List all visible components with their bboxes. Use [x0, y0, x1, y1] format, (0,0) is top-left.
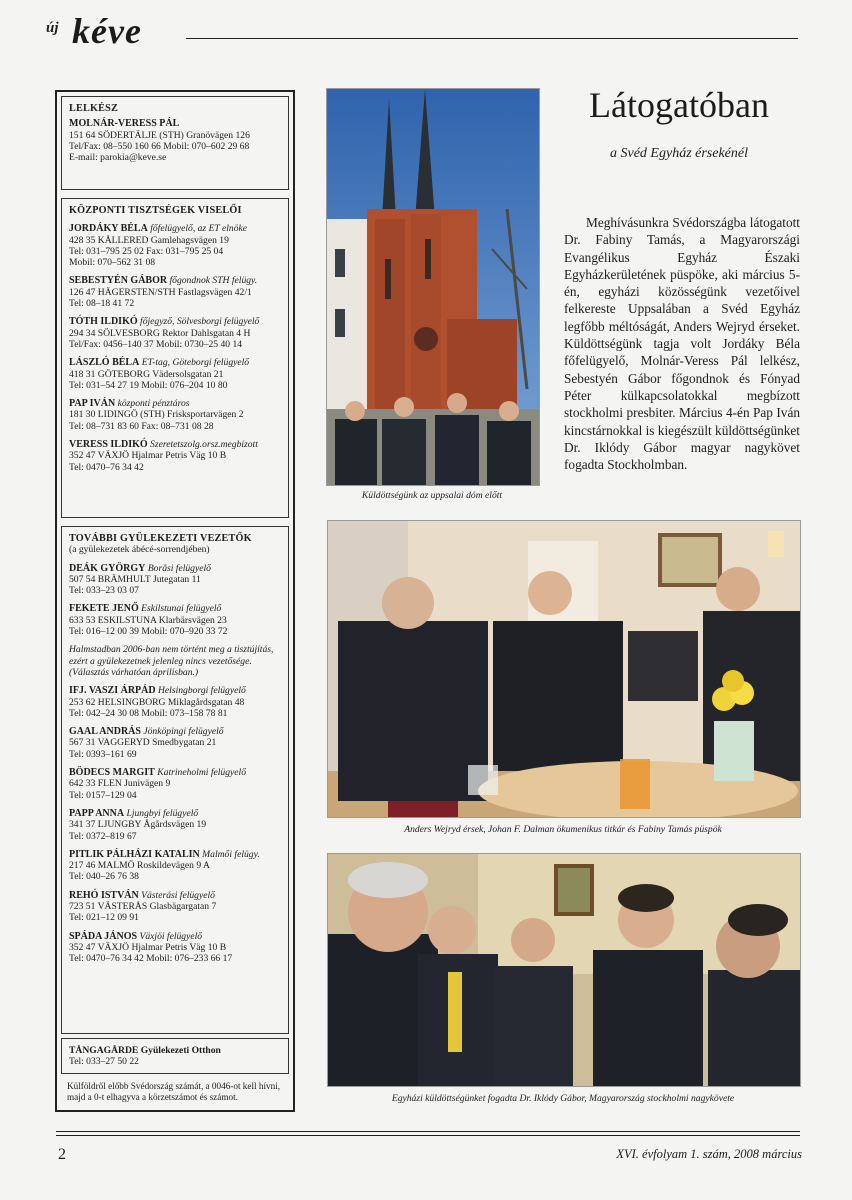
entry-address-line: Tel: 021–12 09 91 — [69, 912, 139, 924]
entry-role: Helsingborgi felügyelő — [158, 685, 246, 697]
photo-caption: Egyházi küldöttségünket fogadta Dr. Iklódy Gábor, Magyarország stockholmi nagykövete — [391, 1093, 735, 1104]
entry-address-line: Tel: 042–24 30 08 Mobil: 073–158 78 81 — [69, 707, 228, 719]
entry-role: Malmői felügy. — [202, 848, 260, 860]
entry-address-line: Mobil: 070–562 31 08 — [69, 257, 156, 269]
directory-entry — [69, 357, 282, 391]
entry-address-line: 723 51 VÄSTERÅS Glasbägargatan 7 — [69, 901, 217, 913]
dialing-footnote: Külföldről előbb Svédország számát, a 0046-ot kell hívni, majd a 0-t elhagyva a körzetszámot és számot. — [67, 1081, 281, 1103]
entry-name: JORDÁKY BÉLA — [69, 223, 148, 235]
entry-address-line: Tel: 0470–76 34 42 — [69, 461, 144, 473]
pastor-box — [61, 96, 289, 190]
entry-name: REHÓ ISTVÁN — [69, 889, 139, 901]
directory-entry — [69, 685, 282, 719]
footer-rule — [56, 1131, 800, 1132]
entry-address-line: 507 54 BRÄMHULT Jutegatan 11 — [69, 573, 201, 585]
entry-role: Växjöi felügyelő — [139, 930, 203, 942]
pastor-email: E-mail: parokia@keve.se — [69, 152, 167, 164]
entry-name: LÁSZLÓ BÉLA — [69, 357, 140, 369]
reception-photo — [327, 853, 801, 1087]
entry-name: SPÁDA JÁNOS — [69, 930, 138, 942]
masthead-title: kéve — [72, 11, 142, 51]
entry-role: Eskilstunai felügyelő — [141, 603, 222, 615]
entry-role: ET-tag, Göteborgi felügyelő — [141, 357, 250, 369]
entry-address-line: Tel: 040–26 76 38 — [69, 871, 139, 883]
directory-entry — [69, 439, 282, 473]
article-body: Meghívásunkra Svédországba látogatott Dr. Fabiny Tamás, a Magyarországi Evangélikus Egyház Északi Egyházkerületének püspöke, aki március 5-én, egyházi közösségünk vezetőivel felkereste Uppsalában a Svéd Egyház legfőbb méltóságát, Anders Wejryd érseket. Küldöttségünk tagja volt Jordáky Béla főfelügyelő, Molnár-Veress Pál lelkész, Sebestyén Gábor főgondnok és Fónyad Péter külkapcsolatokkal megbízott stockholmi presbiter. Március 4-én Pap Iván kincstárnokkal is kiegészült küldöttségünket Dr. Iklódy Gábor magyar nagykövet fogadta Stockholmban. — [564, 215, 800, 473]
directory-entry — [69, 316, 282, 350]
page-number: 2 — [58, 1146, 66, 1163]
pastor-line: Tel/Fax: 08–550 160 66 Mobil: 070–602 29 68 — [69, 140, 250, 152]
leaders-list — [69, 563, 282, 965]
directory-entry — [69, 890, 282, 924]
directory-entry — [69, 767, 282, 801]
entry-address-line: Tel: 08–731 83 60 Fax: 08–731 08 28 — [69, 420, 214, 432]
entry-role: Szeretetszolg.orsz.megbízott — [150, 439, 258, 451]
entry-address-line: 181 30 LIDINGÖ (STH) Frisksportarvägen 2 — [69, 409, 244, 421]
pastor-name: MOLNÁR-VERESS PÁL — [69, 118, 180, 130]
directory-entry — [69, 563, 282, 597]
entry-name: SEBESTYÉN GÁBOR — [69, 275, 168, 287]
entry-address-line: Tel: 0470–76 34 42 Mobil: 076–233 66 17 — [69, 953, 233, 965]
entry-name: GAAL ANDRÁS — [69, 726, 141, 738]
entry-address-line: Tel/Fax: 0456–140 37 Mobil: 0730–25 40 14 — [69, 338, 243, 350]
directory-sidebar — [55, 90, 295, 1112]
home-name: TÅNGAGÅRDE Gyülekezeti Otthon — [69, 1045, 221, 1056]
entry-name: PAP IVÁN — [69, 398, 116, 410]
entry-address-line: 428 35 KÅLLERED Gamlehagsvägen 19 — [69, 234, 229, 246]
footer-rule — [56, 1135, 800, 1136]
directory-entry — [69, 644, 282, 678]
entry-role: főgondnok STH felügy. — [169, 275, 258, 287]
entry-address-line: Tel: 033–23 03 07 — [69, 585, 139, 597]
entry-address-line: 126 47 HÄGERSTEN/STH Fastlagsvägen 42/1 — [69, 286, 252, 298]
entry-address-line: 567 31 VAGGERYD Smedbygatan 21 — [69, 737, 217, 749]
entry-role: Västerási felügyelő — [141, 889, 215, 901]
entry-address-line: 253 62 HELSINGBORG Miklagårdsgatan 48 — [69, 696, 245, 708]
directory-entry — [69, 275, 282, 309]
entry-address-line: 418 31 GÖTEBORG Vädersolsgatan 21 — [69, 368, 224, 380]
entry-address-line: Tel: 08–18 41 72 — [69, 298, 135, 310]
leaders-box — [61, 526, 289, 1034]
entry-note: Halmstadban 2006-ban nem történt meg a tisztújítás, ezért a gyülekezetnek jelenleg nincs vezetősége. (Választás várhatóan áprilisban.) — [69, 644, 274, 678]
directory-entry — [69, 726, 282, 760]
meeting-image — [328, 521, 800, 817]
issue-info: XVI. évfolyam 1. szám, 2008 március — [616, 1147, 802, 1161]
article-subtitle: a Svéd Egyház érsekénél — [610, 146, 748, 161]
entry-address-line: Tel: 0372–819 67 — [69, 830, 137, 842]
entry-address-line: Tel: 0157–129 04 — [69, 789, 137, 801]
entry-role: Jönköpingi felügyelő — [143, 726, 224, 738]
officers-list — [69, 223, 282, 473]
entry-name: IFJ. VASZI ÁRPÁD — [69, 685, 156, 697]
cathedral-photo — [326, 88, 540, 486]
entry-role: Boråsi felügyelő — [147, 562, 211, 574]
entry-address-line: 352 47 VÄXJÖ Hjalmar Petris Väg 10 B — [69, 941, 227, 953]
leaders-title: TOVÁBBI GYÜLEKEZETI VEZETŐK — [69, 533, 252, 544]
meeting-photo — [327, 520, 801, 818]
entry-address-line: 217 46 MALMÖ Roskildevägen 9 A — [69, 860, 210, 872]
directory-entry — [69, 931, 282, 965]
entry-address-line: 633 53 ESKILSTUNA Klarbärsvägen 23 — [69, 614, 227, 626]
entry-role: Katrineholmi felügyelő — [157, 767, 246, 779]
entry-address-line: Tel: 016–12 00 39 Mobil: 070–920 33 72 — [69, 626, 228, 638]
entry-name: TÓTH ILDIKÓ — [69, 316, 138, 328]
article-title: Látogatóban — [589, 85, 769, 125]
officers-title: KÖZPONTI TISZTSÉGEK VISELŐI — [69, 205, 242, 216]
photo-caption: Küldöttségünk az uppsalai dóm előtt — [361, 490, 503, 501]
entry-name: PITLIK PÁLHÁZI KATALIN — [69, 848, 200, 860]
directory-entry — [69, 398, 282, 432]
directory-entry — [69, 603, 282, 637]
entry-address-line: 294 34 SÖLVESBORG Rektor Dahlsgatan 4 H — [69, 327, 251, 339]
entry-role: Ljungbyi felügyelő — [126, 807, 199, 819]
entry-name: VERESS ILDIKÓ — [69, 439, 148, 451]
entry-role: főfelügyelő, az ET elnöke — [150, 223, 248, 235]
home-box — [61, 1038, 289, 1074]
entry-address-line: 642 33 FLEN Junivägen 9 — [69, 778, 171, 790]
cathedral-image — [327, 89, 539, 485]
entry-name: DEÁK GYÖRGY — [69, 562, 146, 574]
entry-address-line: Tel: 0393–161 69 — [69, 748, 137, 760]
entry-address-line: 352 47 VÄXJÖ Hjalmar Petris Väg 10 B — [69, 450, 227, 462]
directory-entry — [69, 808, 282, 842]
pastor-line: 151 64 SÖDERTÄLJE (STH) Granövägen 126 — [69, 129, 250, 141]
photo-caption: Anders Wejryd érsek, Johan F. Dalman ökumenikus titkár és Fabiny Tamás püspök — [404, 824, 722, 835]
directory-entry — [69, 849, 282, 883]
entry-role: főjegyző, Sölvesborgi felügyelő — [140, 316, 260, 328]
officers-box — [61, 198, 289, 518]
entry-address-line: Tel: 031–795 25 02 Fax: 031–795 25 04 — [69, 245, 224, 257]
masthead-prefix: új — [46, 20, 59, 36]
entry-name: FEKETE JENŐ — [69, 603, 139, 615]
entry-name: BÖDECS MARGIT — [69, 767, 155, 779]
directory-entry — [69, 223, 282, 268]
entry-address-line: Tel: 031–54 27 19 Mobil: 076–204 10 80 — [69, 379, 228, 391]
pastor-title: LELKÉSZ — [69, 103, 118, 114]
entry-role: központi pénztáros — [117, 398, 190, 410]
masthead-rule — [186, 38, 798, 39]
leaders-subtitle: (a gyülekezetek ábécé-sorrendjében) — [69, 544, 210, 556]
reception-image — [328, 854, 800, 1086]
entry-address-line: 341 37 LJUNGBY Ågårdsvägen 19 — [69, 819, 207, 831]
masthead — [46, 11, 798, 52]
home-phone: Tel: 033–27 50 22 — [69, 1056, 139, 1068]
entry-name: PAPP ANNA — [69, 807, 125, 819]
